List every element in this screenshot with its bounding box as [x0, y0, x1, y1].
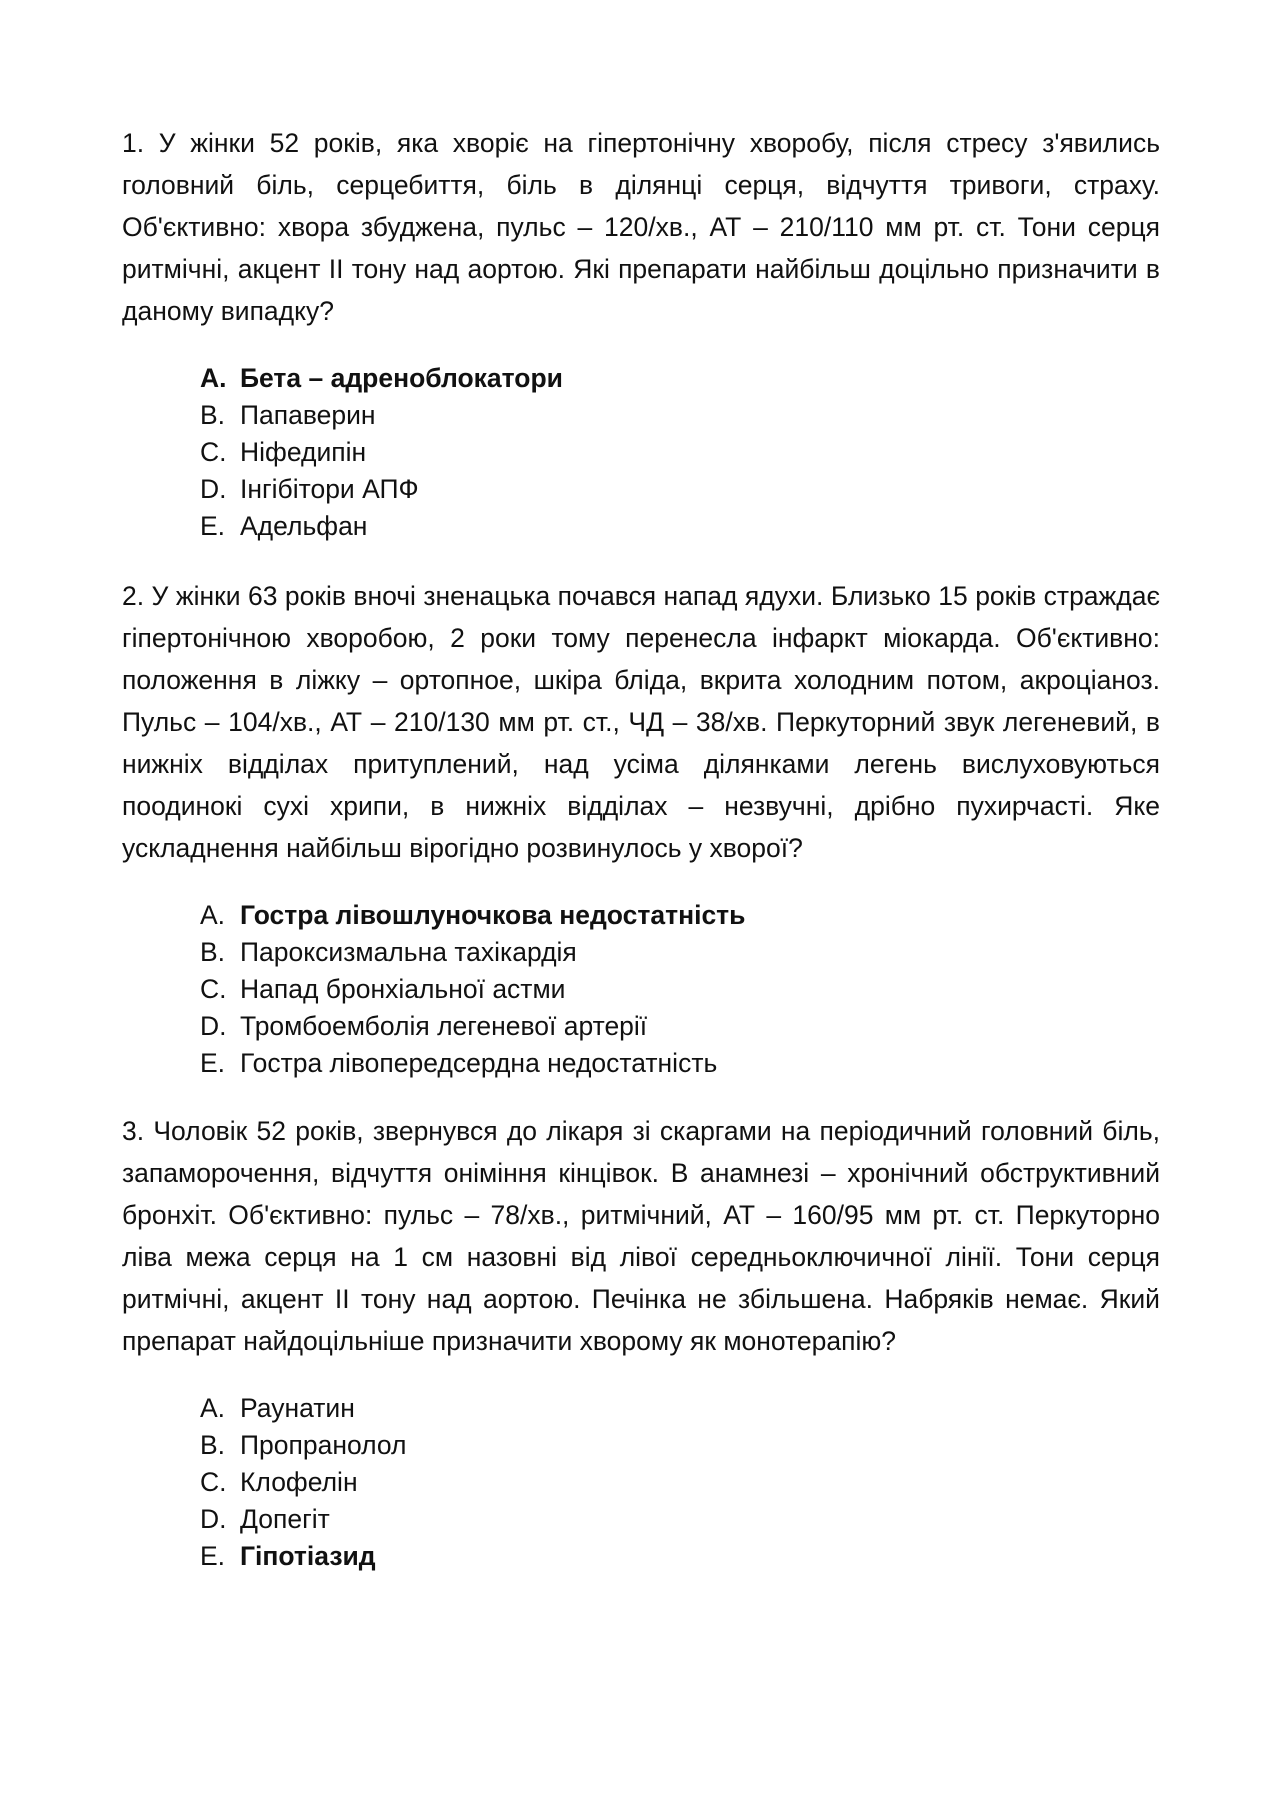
question-3	[122, 1110, 1160, 1575]
question-2-option-d	[200, 1008, 1160, 1045]
option-text: Допегіт	[240, 1504, 330, 1534]
option-text: Адельфан	[240, 511, 368, 541]
option-letter: C.	[200, 1467, 227, 1497]
question-2	[122, 575, 1160, 1082]
question-2-option-b	[200, 934, 1160, 971]
option-letter: C.	[200, 437, 227, 467]
option-letter: A.	[200, 1393, 226, 1423]
question-1-option-a	[200, 360, 1160, 397]
option-text: Раунатин	[240, 1393, 355, 1423]
question-3-option-c	[200, 1464, 1160, 1501]
option-letter: B.	[200, 937, 226, 967]
question-1-options	[200, 360, 1160, 545]
question-1-text: 1. У жінки 52 років, яка хворіє на гіпертонічну хворобу, після стресу з'явились головний біль, серцебиття, біль в ділянці серця, відчуття тривоги, страху. Об'єктивно: хвора збуджена, пульс – 120/хв., АТ – 210/110 мм рт. ст. Тони серця ритмічні, акцент ІІ тону над аортою. Які препарати найбільш доцільно призначити в даному випадку?	[122, 128, 1160, 326]
option-letter: E.	[200, 1048, 226, 1078]
option-letter: E.	[200, 1541, 226, 1571]
option-text: Бета – адреноблокатори	[240, 363, 563, 393]
question-2-option-c	[200, 971, 1160, 1008]
question-2-option-a	[200, 897, 1160, 934]
question-2-options	[200, 897, 1160, 1082]
question-1-option-d	[200, 471, 1160, 508]
question-3-option-b	[200, 1427, 1160, 1464]
option-text: Клофелін	[240, 1467, 358, 1497]
option-letter: C.	[200, 974, 227, 1004]
option-letter: D.	[200, 474, 227, 504]
option-text: Гостра лівопередсердна недостатність	[240, 1048, 718, 1078]
question-3-option-d	[200, 1501, 1160, 1538]
question-3-text: 3. Чоловік 52 років, звернувся до лікаря зі скаргами на періодичний головний біль, запаморочення, відчуття оніміння кінцівок. В анамнезі – хронічний обструктивний бронхіт. Об'єктивно: пульс – 78/хв., ритмічний, АТ – 160/95 мм рт. ст. Перкуторно ліва межа серця на 1 см назовні від лівої середньоключичної лінії. Тони серця ритмічні, акцент ІІ тону над аортою. Печінка не збільшена. Набряків немає. Який препарат найдоцільніше призначити хворому як монотерапію?	[122, 1116, 1160, 1356]
question-2-text: 2. У жінки 63 років вночі зненацька почався напад ядухи. Близько 15 років страждає гіпертонічною хворобою, 2 роки тому перенесла інфаркт міокарда. Об'єктивно: положення в ліжку – ортопное, шкіра бліда, вкрита холодним потом, акроціаноз. Пульс – 104/хв., АТ – 210/130 мм рт. ст., ЧД – 38/хв. Перкуторний звук легеневий, в нижніх відділах притуплений, над усіма ділянками легень вислуховуються поодинокі сухі хрипи, в нижніх відділах – незвучні, дрібно пухирчасті. Яке ускладнення найбільш вірогідно розвинулось у хворої?	[122, 581, 1160, 863]
option-letter: A.	[200, 900, 226, 930]
question-1	[122, 122, 1160, 545]
option-letter: B.	[200, 1430, 226, 1460]
option-letter: B.	[200, 400, 226, 430]
option-text: Ніфедипін	[240, 437, 367, 467]
option-text: Гіпотіазид	[240, 1541, 376, 1571]
option-text: Пропранолол	[240, 1430, 407, 1460]
document-content	[122, 122, 1160, 1575]
option-letter: D.	[200, 1011, 227, 1041]
question-3-option-e	[200, 1538, 1160, 1575]
option-text: Інгібітори АПФ	[240, 474, 419, 504]
option-text: Тромбоемболія легеневої артерії	[240, 1011, 648, 1041]
option-text: Пароксизмальна тахікардія	[240, 937, 577, 967]
option-letter: A.	[200, 363, 227, 393]
option-text: Гостра лівошлуночкова недостатність	[240, 900, 746, 930]
option-text: Напад бронхіальної астми	[240, 974, 566, 1004]
question-1-option-e	[200, 508, 1160, 545]
question-2-option-e	[200, 1045, 1160, 1082]
question-1-option-c	[200, 434, 1160, 471]
option-letter: D.	[200, 1504, 227, 1534]
option-text: Папаверин	[240, 400, 376, 430]
option-letter: E.	[200, 511, 226, 541]
question-1-option-b	[200, 397, 1160, 434]
question-3-options	[200, 1390, 1160, 1575]
question-3-option-a	[200, 1390, 1160, 1427]
